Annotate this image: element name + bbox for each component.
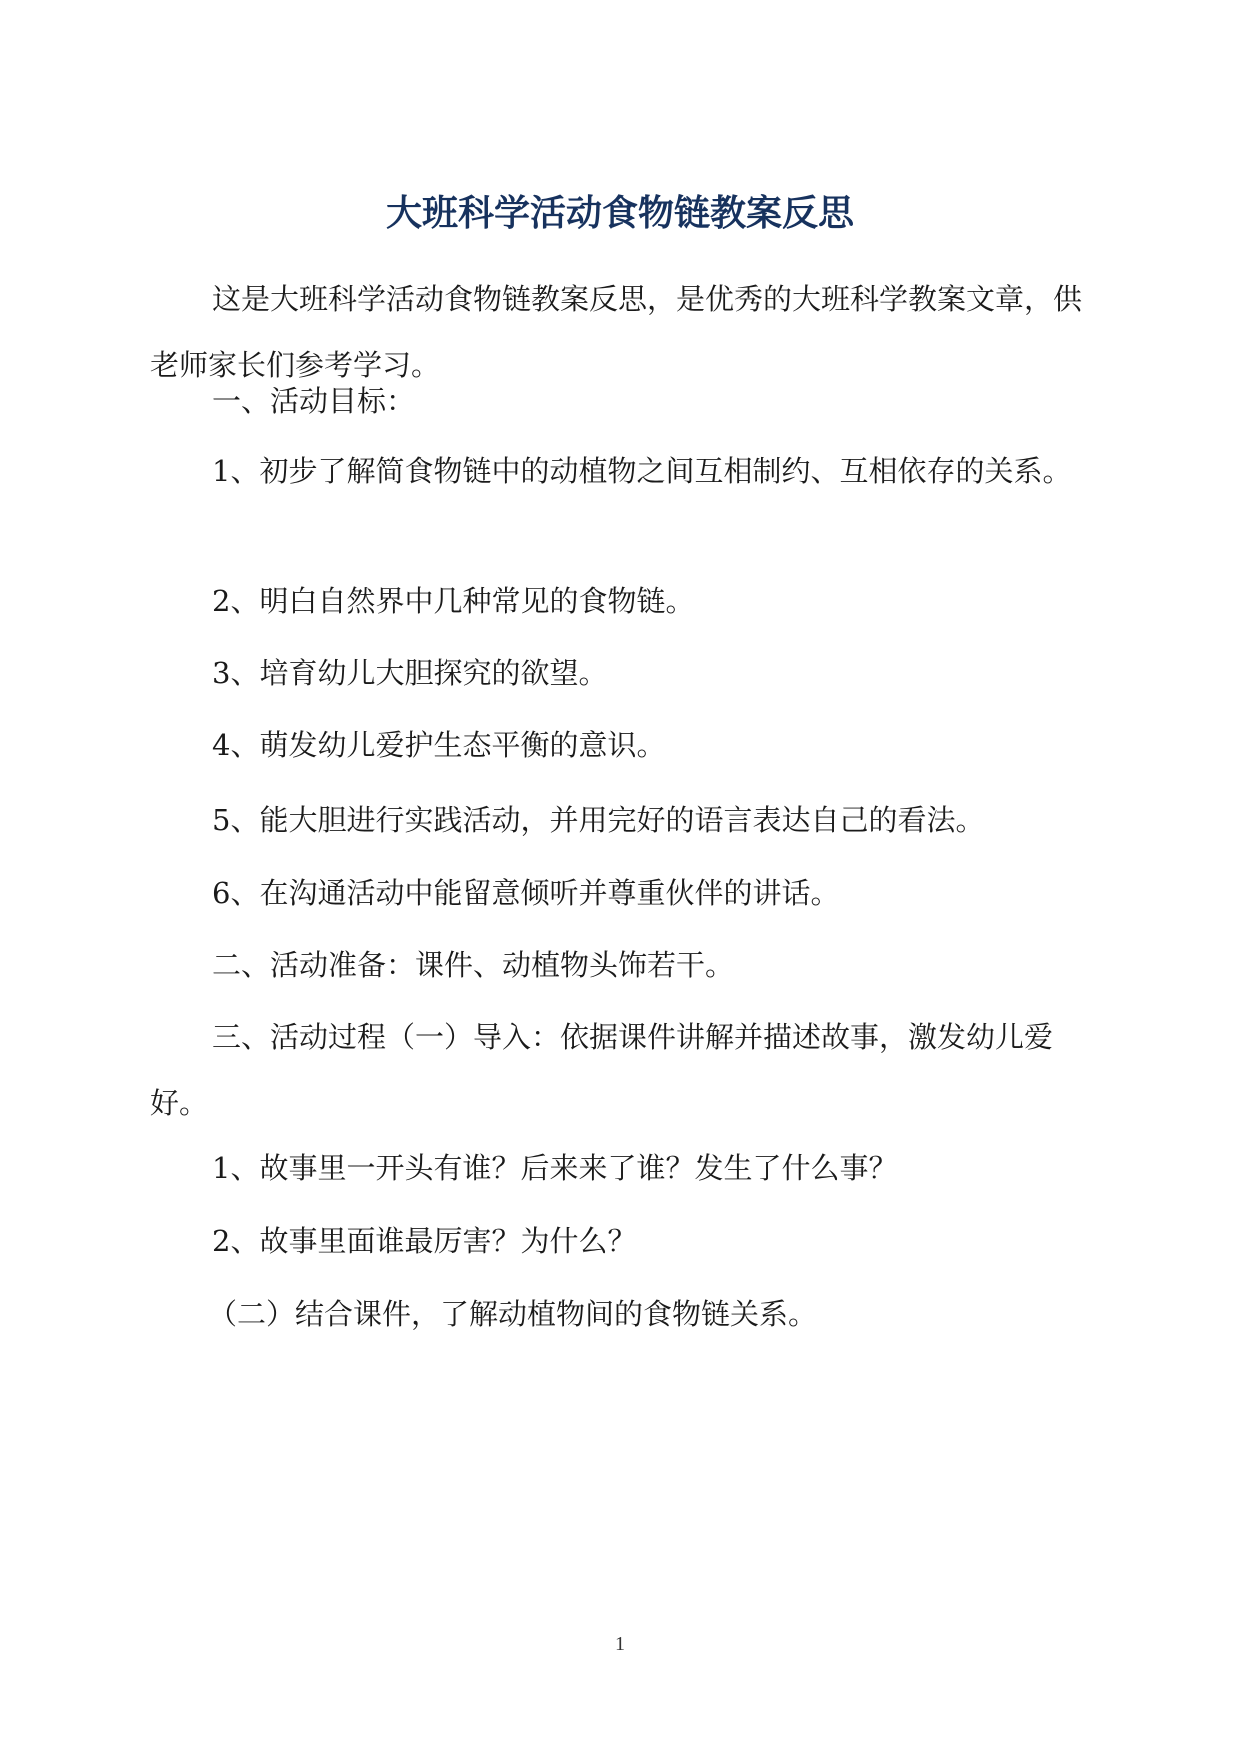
section-heading-goals: 一、活动目标： (212, 384, 416, 418)
section-preparation: 二、活动准备：课件、动植物头饰若干。 (212, 948, 735, 982)
page-number: 1 (615, 1633, 625, 1655)
intro-paragraph: 这是大班科学活动食物链教案反思，是优秀的大班科学教案文章，供老师家长们参考学习。 (150, 282, 1083, 382)
goal-item-1: 1、初步了解简食物链中的动植物之间互相制约、互相依存的关系。 (212, 454, 1072, 488)
goal-item-4: 4、萌发幼儿爱护生态平衡的意识。 (212, 728, 666, 762)
goal-item-2: 2、明白自然界中几种常见的食物链。 (212, 584, 695, 618)
question-item-1: 1、故事里一开头有谁？后来来了谁？发生了什么事？ (212, 1151, 898, 1185)
goal-item-3: 3、培育幼儿大胆探究的欲望。 (212, 656, 608, 690)
question-item-2: 2、故事里面谁最厉害？为什么？ (212, 1224, 637, 1258)
document-title: 大班科学活动食物链教案反思 (385, 193, 854, 234)
section-process: 三、活动过程（一）导入：依据课件讲解并描述故事，激发幼儿爱好。 (150, 1020, 1054, 1120)
part-two-heading: （二）结合课件，了解动植物间的食物链关系。 (208, 1297, 818, 1331)
goal-item-6: 6、在沟通活动中能留意倾听并尊重伙伴的讲话。 (212, 876, 840, 910)
goal-item-5: 5、能大胆进行实践活动，并用完好的语言表达自己的看法。 (212, 803, 985, 837)
